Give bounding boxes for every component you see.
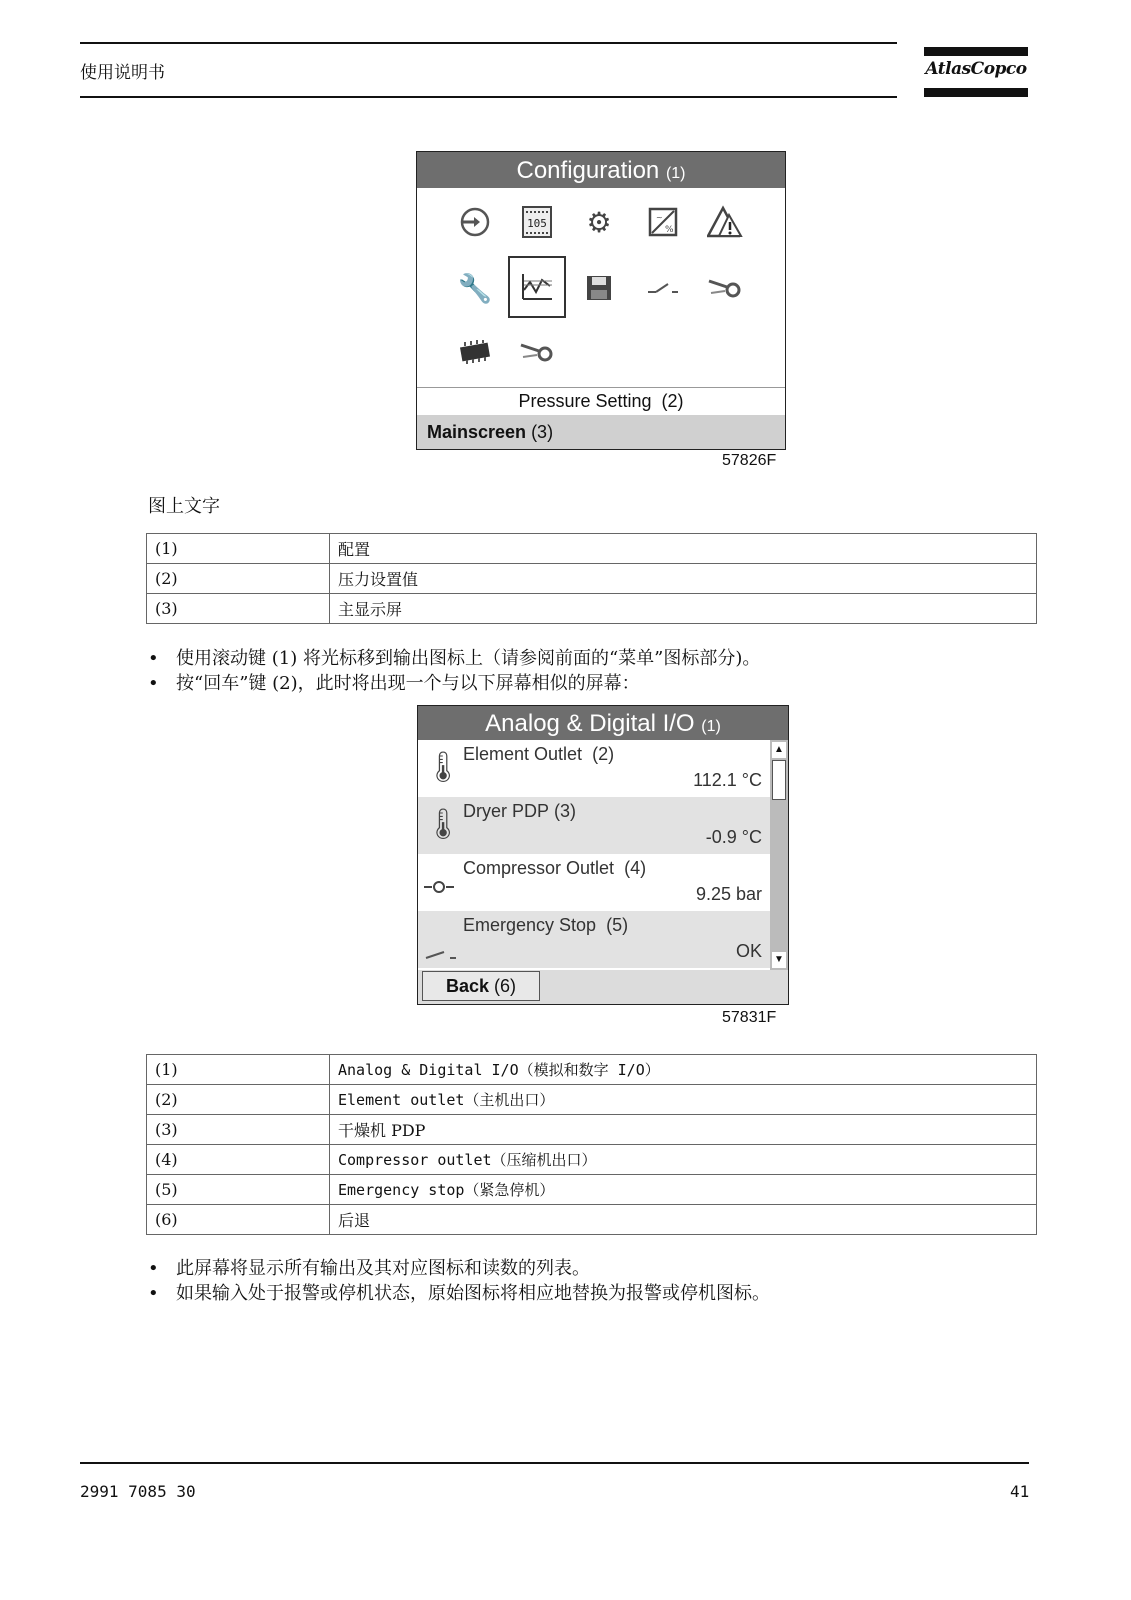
screen-title: Configuration (1)	[417, 152, 785, 188]
figure-id: 57826F	[722, 452, 777, 469]
scrollbar-thumb[interactable]	[772, 760, 786, 800]
scroll-down-icon[interactable]: ▼	[772, 952, 786, 968]
table-row: (1) 配置	[147, 534, 1037, 564]
table-row: (4) Compressor outlet（压缩机出口）	[147, 1145, 1037, 1175]
list-item: • 此屏幕将显示所有输出及其对应图标和读数的列表。	[148, 1258, 590, 1279]
scroll-up-icon[interactable]: ▲	[772, 742, 786, 758]
table-row: (5) Emergency stop（紧急停机）	[147, 1175, 1037, 1205]
screen-title: Analog & Digital I/O (1)	[418, 706, 788, 740]
table-row: (1) Analog & Digital I/O（模拟和数字 I/O）	[147, 1055, 1037, 1085]
status-label: Pressure Setting (2)	[417, 387, 785, 414]
list-item: • 按“回车”键 (2)，此时将出现一个与以下屏幕相似的屏幕：	[148, 673, 640, 694]
wrench-icon[interactable]: 🔧	[457, 271, 493, 305]
list-item: • 使用滚动键 (1) 将光标移到输出图标上（请参阅前面的“菜单”图标部分)。	[148, 648, 761, 669]
atlas-copco-logo: AtlasCopco	[924, 47, 1028, 99]
table-row: (3) 干燥机 PDP	[147, 1115, 1037, 1145]
list-item[interactable]: Compressor Outlet (4) 9.25 bar	[418, 854, 770, 911]
list-item[interactable]: 🌡 Element Outlet (2) 112.1 °C	[424, 744, 762, 790]
footer-rule	[80, 1462, 1029, 1464]
table-row: (6) 后退	[147, 1205, 1037, 1235]
list-item[interactable]: 🌡 Dryer PDP (3) -0.9 °C	[418, 797, 770, 854]
legend-table-2	[146, 1054, 1037, 1235]
gears-icon[interactable]: ⚙	[586, 205, 612, 239]
table-row: (2) 压力设置值	[147, 564, 1037, 594]
table-row: (3) 主显示屏	[147, 594, 1037, 624]
svg-text:~: ~	[656, 213, 663, 222]
header-top-rule	[80, 42, 897, 44]
key-icon[interactable]	[705, 268, 745, 308]
manual-title: 使用说明书	[80, 63, 165, 83]
thermometer-icon: 🌡	[424, 750, 463, 785]
svg-text:%: %	[665, 225, 674, 235]
list-item: • 如果输入处于报警或停机状态，原始图标将相应地替换为报警或停机图标。	[148, 1283, 770, 1304]
start-icon[interactable]	[455, 202, 495, 242]
document-number: 2991 7085 30	[80, 1482, 196, 1501]
switch-icon	[424, 935, 458, 970]
pressure-chart-icon[interactable]	[508, 256, 566, 318]
keys-icon[interactable]	[517, 332, 557, 372]
figure-id: 57831F	[722, 1009, 777, 1026]
back-button[interactable]: Back (6)	[422, 971, 540, 1001]
list-item[interactable]: Emergency Stop (5) OK	[418, 911, 770, 968]
legend-table-1	[146, 533, 1037, 624]
svg-text:105: 105	[527, 217, 547, 230]
mainscreen-button[interactable]: Mainscreen (3)	[417, 415, 785, 449]
analog-digital-io-screen	[417, 705, 789, 1005]
table-row: (2) Element outlet（主机出口）	[147, 1085, 1037, 1115]
page-number: 41	[1010, 1482, 1030, 1501]
chip-icon[interactable]	[455, 332, 495, 372]
counter-icon[interactable]	[517, 202, 557, 242]
thermometer-icon: 🌡	[424, 807, 463, 842]
warning-icon[interactable]	[705, 202, 745, 242]
configuration-screen	[416, 151, 786, 450]
pressure-icon	[424, 876, 454, 900]
legend-caption: 图上文字	[148, 496, 220, 517]
header-bottom-rule	[80, 96, 897, 98]
save-icon[interactable]	[579, 268, 619, 308]
scrollbar[interactable]	[770, 740, 788, 970]
switch-icon[interactable]	[643, 268, 683, 308]
converter-icon[interactable]	[643, 202, 683, 242]
